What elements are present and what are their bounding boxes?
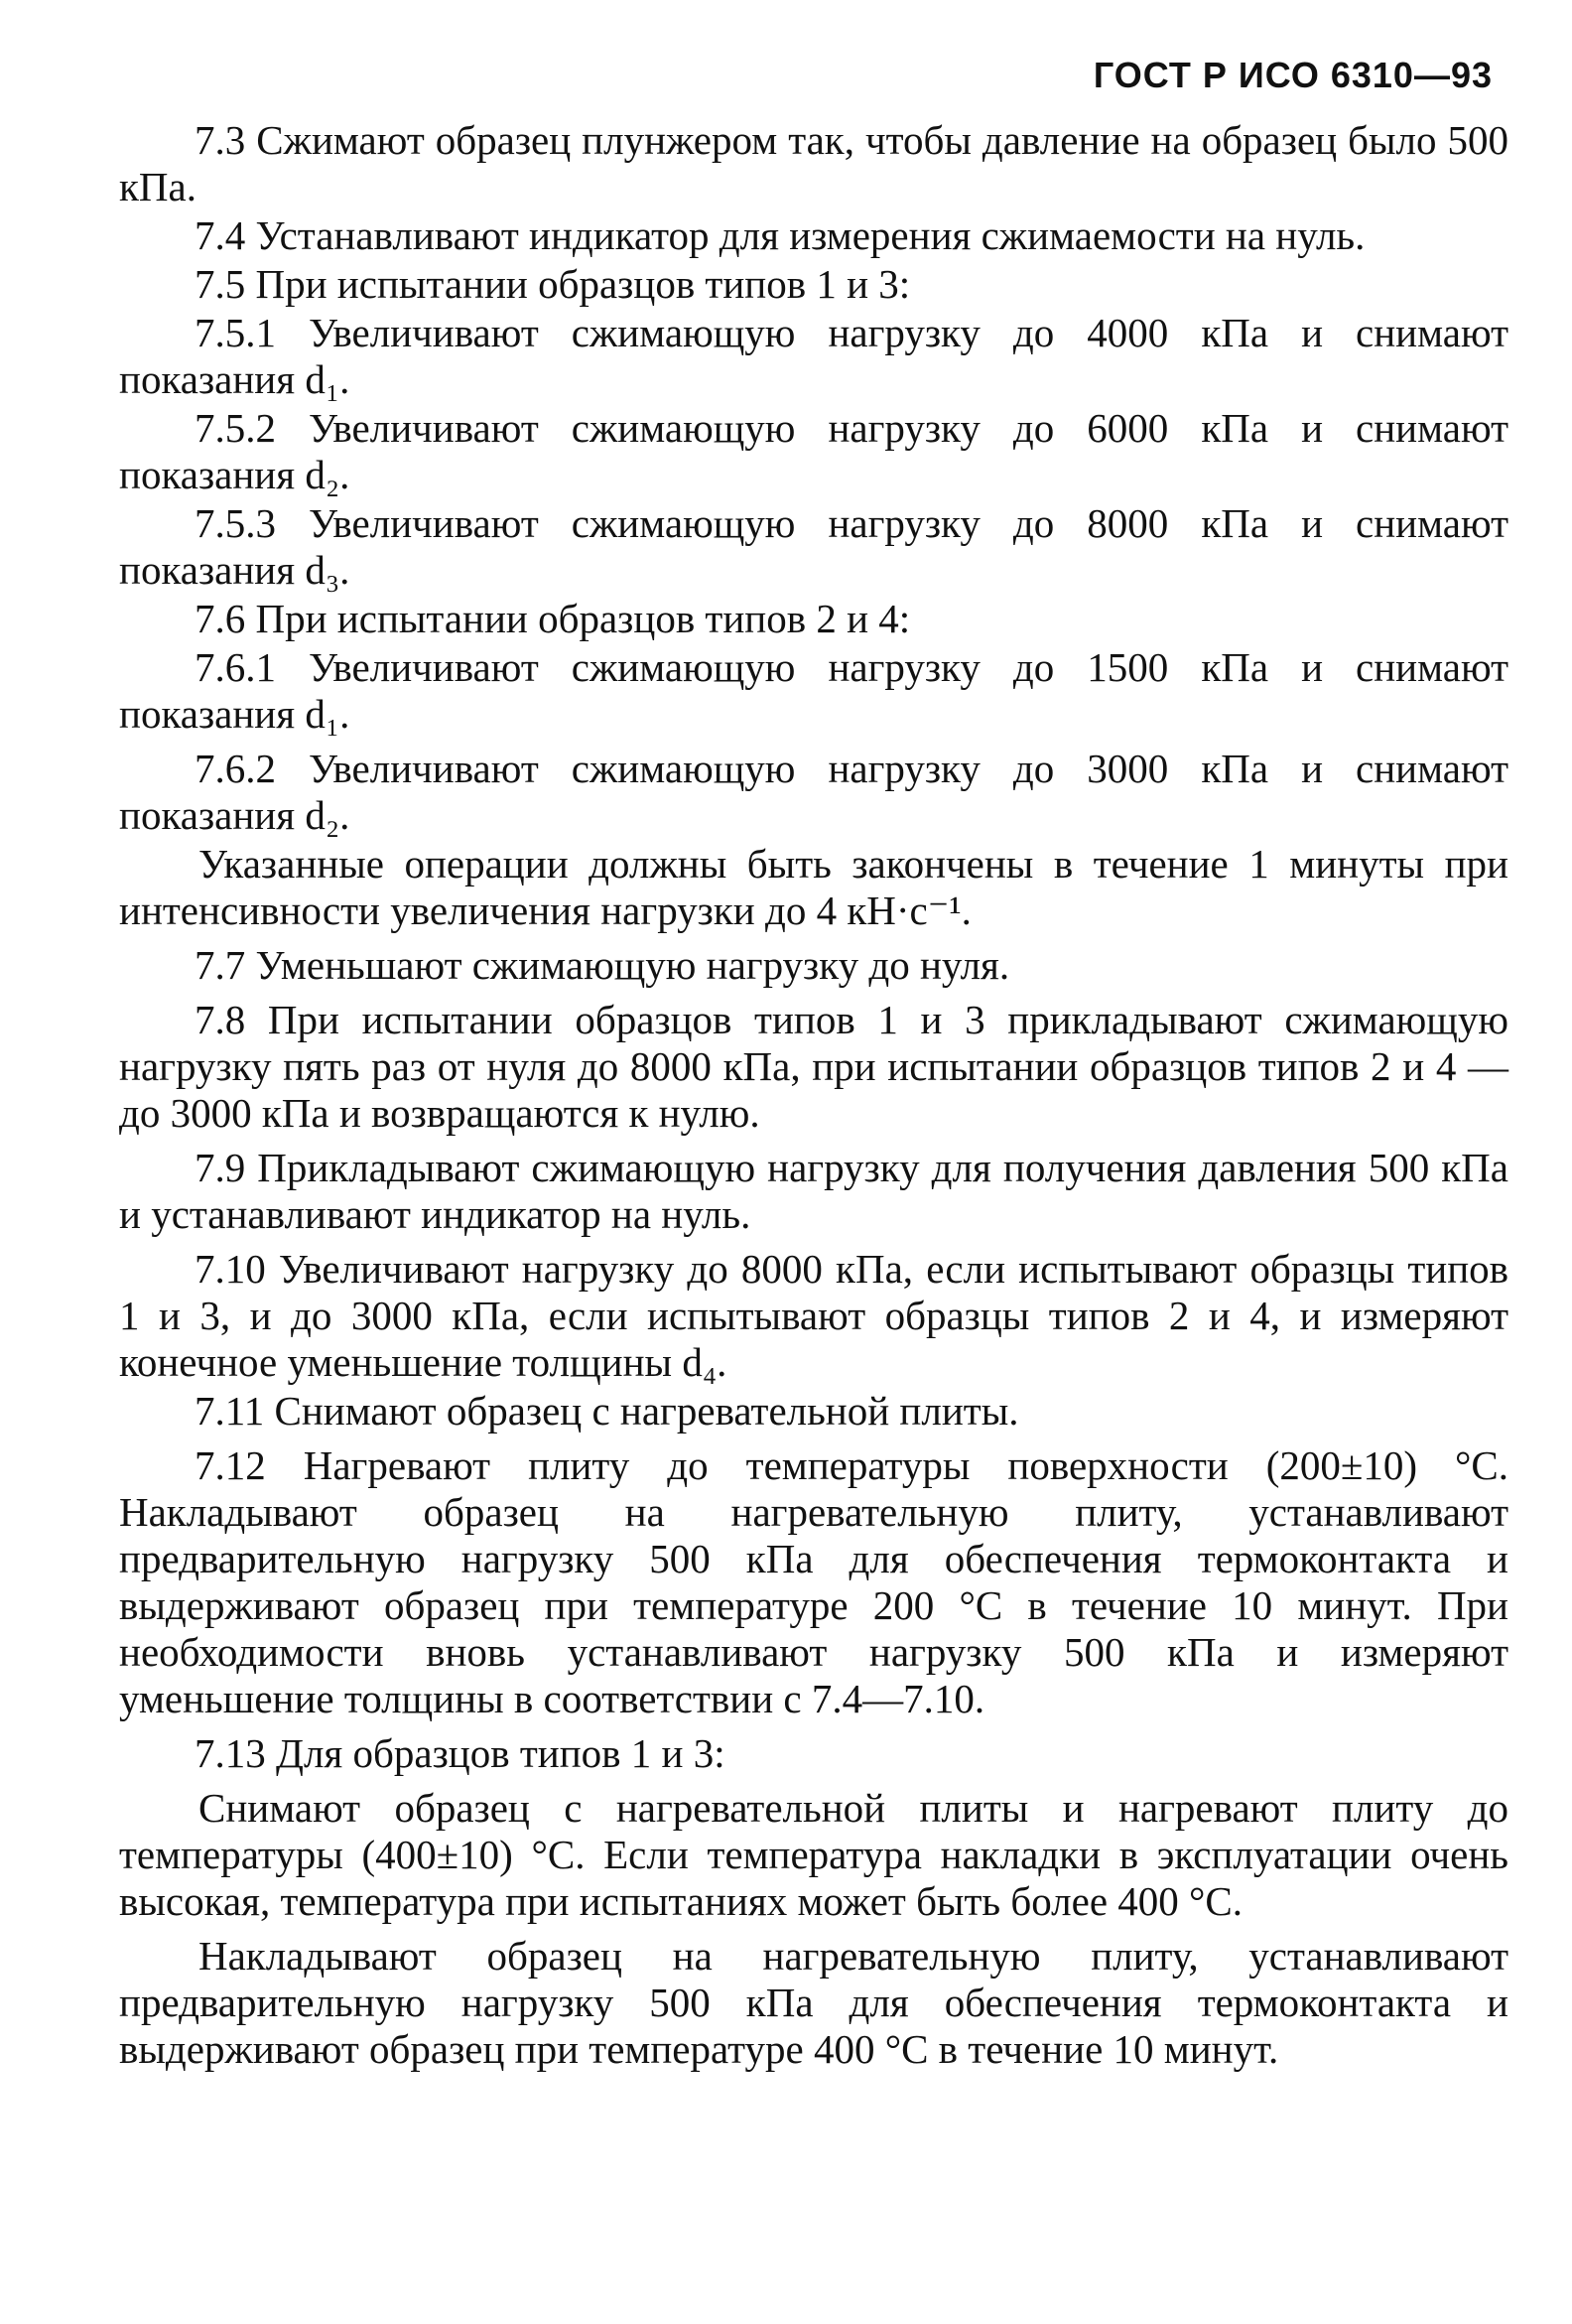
paragraph-7-11: 7.11 Снимают образец с нагревательной плиты. [195, 1388, 1019, 1434]
document-body [119, 117, 1508, 2075]
paragraph-7-8: 7.8 При испытании образцов типов 1 и 3 прикладывают сжимающую нагрузку пять раз от нуля до 8000 кПа, при испытании образцов типов 2 и 4 — до 3000 кПа и возвращаются к нулю. [119, 997, 1508, 1136]
paragraph-7-7: 7.7 Уменьшают сжимающую нагрузку до нуля. [195, 942, 1010, 988]
paragraph-7-5: 7.5 При испытании образцов типов 1 и 3: [195, 261, 911, 307]
paragraph-7-6-2: 7.6.2 Увеличивают сжимающую нагрузку до 3000 кПа и снимают показания d₂. [119, 746, 1508, 838]
paragraph-7-12: 7.12 Нагревают плиту до температуры поверхности (200±10) °С. Накладывают образец на нагревательную плиту, устанавливают предварительную нагрузку 500 кПа для обеспечения термоконтакта и выдерживают образец при температуре 200 °С в течение 10 минут. При необходимости вновь устанавливают нагрузку 500 кПа и измеряют уменьшение толщины в соответствии с 7.4—7.10. [119, 1442, 1508, 1721]
paragraph-7-3: 7.3 Сжимают образец плунжером так, чтобы давление на образец было 500 кПа. [119, 117, 1508, 209]
paragraph-place-sample: Накладывают образец на нагревательную плиту, устанавливают предварительную нагрузку 500 кПа для обеспечения термоконтакта и выдерживают образец при температуре 400 °С в течение 10 минут. [119, 1933, 1508, 2072]
paragraph-7-6-1: 7.6.1 Увеличивают сжимающую нагрузку до 1500 кПа и снимают показания d₁. [119, 644, 1508, 737]
paragraph-7-5-2: 7.5.2 Увеличивают сжимающую нагрузку до 6000 кПа и снимают показания d₂. [119, 405, 1508, 497]
paragraph-7-9: 7.9 Прикладывают сжимающую нагрузку для получения давления 500 кПа и устанавливают индикатор на нуль. [119, 1145, 1508, 1237]
paragraph-remove-sample: Снимают образец с нагревательной плиты и нагревают плиту до температуры (400±10) °С. Если температура накладки в эксплуатации очень высокая, температура при испытаниях может быть более 400 °С. [119, 1785, 1508, 1924]
paragraph-7-5-1: 7.5.1 Увеличивают сжимающую нагрузку до 4000 кПа и снимают показания d₁. [119, 310, 1508, 402]
paragraph-7-4: 7.4 Устанавливают индикатор для измерения сжимаемости на нуль. [195, 212, 1366, 258]
paragraph-7-13: 7.13 Для образцов типов 1 и 3: [195, 1730, 725, 1776]
running-header: ГОСТ Р ИСО 6310—93 [1093, 55, 1493, 95]
paragraph-7-10: 7.10 Увеличивают нагрузку до 8000 кПа, если испытывают образцы типов 1 и 3, и до 3000 кПа, если испытывают образцы типов 2 и 4, и измеряют конечное уменьшение толщины d₄. [119, 1246, 1508, 1385]
paragraph-7-6: 7.6 При испытании образцов типов 2 и 4: [195, 596, 911, 641]
paragraph-7-5-3: 7.5.3 Увеличивают сжимающую нагрузку до 8000 кПа и снимают показания d₃. [119, 500, 1508, 593]
paragraph-operations-note: Указанные операции должны быть закончены в течение 1 минуты при интенсивности увеличения нагрузки до 4 кН·с⁻¹. [119, 841, 1508, 933]
